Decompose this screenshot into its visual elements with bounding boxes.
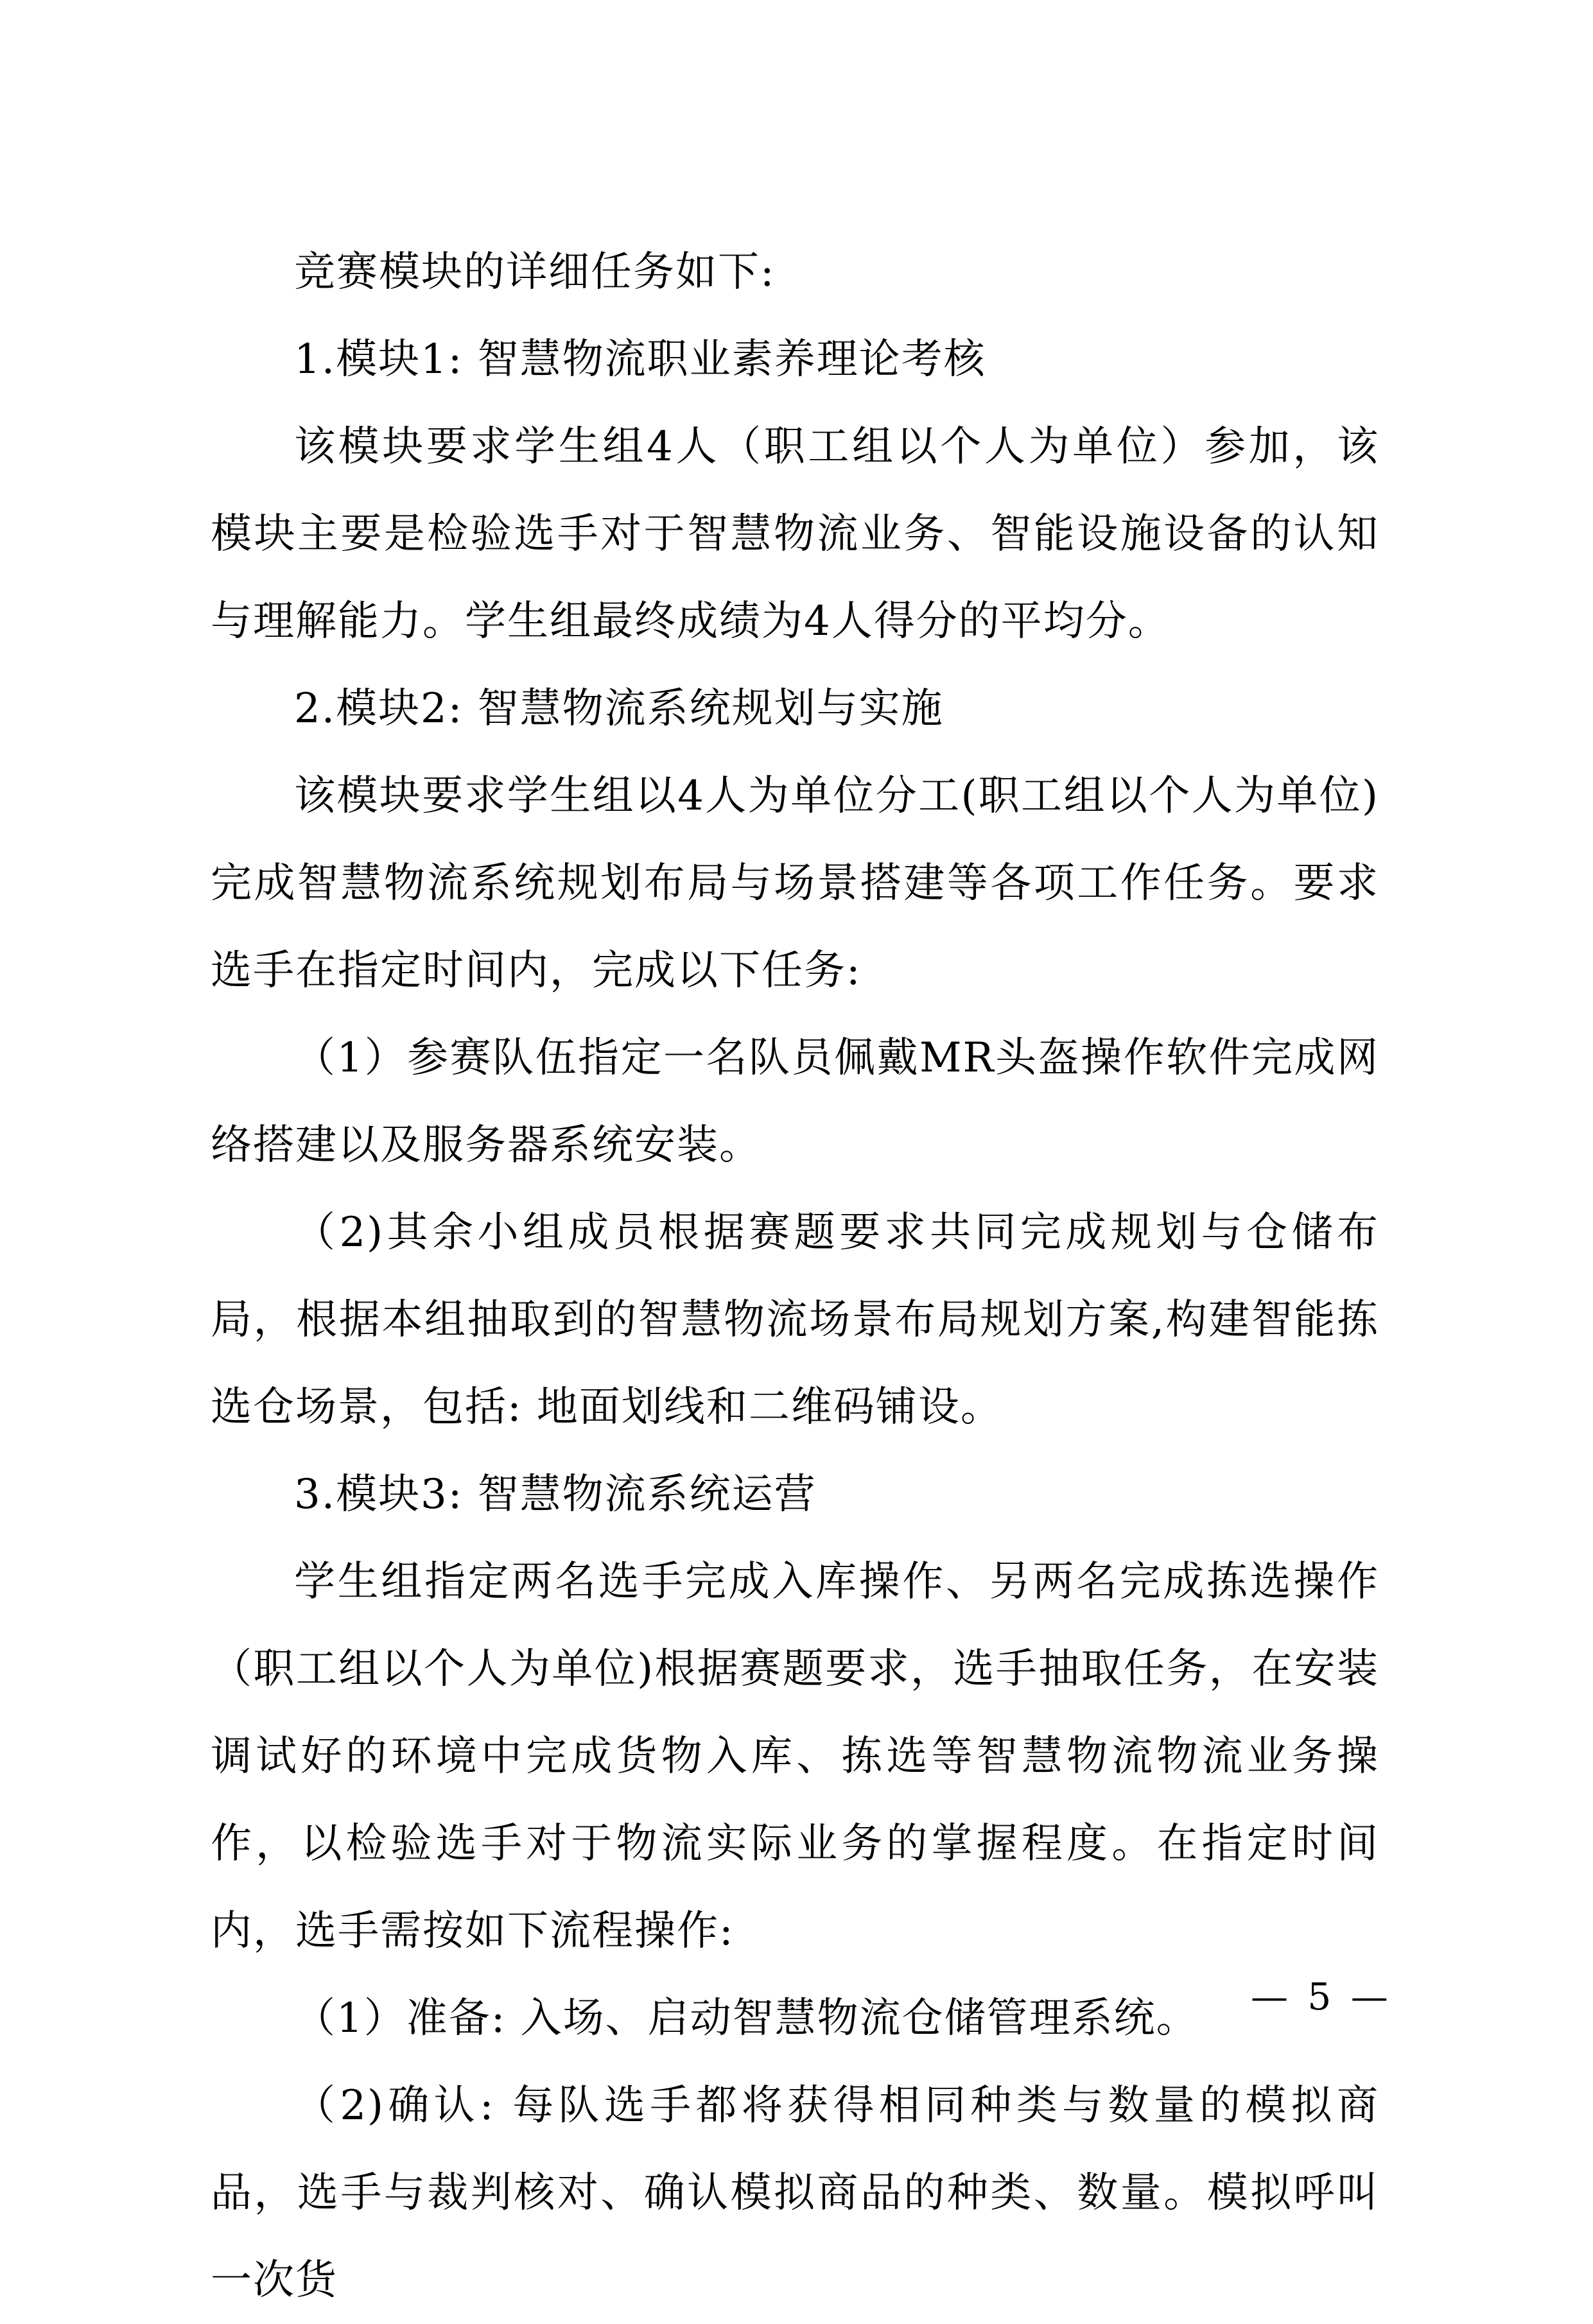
page-number: — 5 —	[1251, 1975, 1392, 2018]
module2-item1: （1）参赛队伍指定一名队员佩戴MR头盔操作软件完成网络搭建以及服务器系统安装。	[211, 1034, 1379, 1169]
module3-item1: （1）准备: 入场、启动智慧物流仓储管理系统。	[294, 1995, 1199, 2042]
module2-heading: 2.模块2: 智慧物流系统规划与实施	[294, 685, 944, 733]
module2-body: 该模块要求学生组以4人为单位分工(职工组以个人为单位)完成智慧物流系统规划布局与场景搭建等各项工作任务。要求选手在指定时间内，完成以下任务:	[211, 772, 1379, 994]
module3-item2: （2)确认: 每队选手都将获得相同种类与数量的模拟商品，选手与裁判核对、确认模拟商品的种类、数量。模拟呼叫一次货	[211, 2082, 1379, 2304]
module3-body: 学生组指定两名选手完成入库操作、另两名完成拣选操作（职工组以个人为单位)根据赛题要求，选手抽取任务，在安装调试好的环境中完成货物入库、拣选等智慧物流物流业务操作，以检验选手对于物流实际业务的掌握程度。在指定时间内，选手需按如下流程操作:	[211, 1558, 1379, 1955]
module2-item2: （2)其余小组成员根据赛题要求共同完成规划与仓储布局，根据本组抽取到的智慧物流场景布局规划方案,构建智能拣选仓场景，包括: 地面划线和二维码铺设。	[211, 1209, 1379, 1431]
module1-body: 该模块要求学生组4人（职工组以个人为单位）参加，该模块主要是检验选手对于智慧物流业务、智能设施设备的认知与理解能力。学生组最终成绩为4人得分的平均分。	[211, 423, 1379, 645]
intro-paragraph: 竞赛模块的详细任务如下:	[294, 248, 776, 296]
document-page	[211, 229, 1392, 2324]
module3-heading: 3.模块3: 智慧物流系统运营	[294, 1471, 817, 1518]
module1-heading: 1.模块1: 智慧物流职业素养理论考核	[294, 336, 986, 383]
